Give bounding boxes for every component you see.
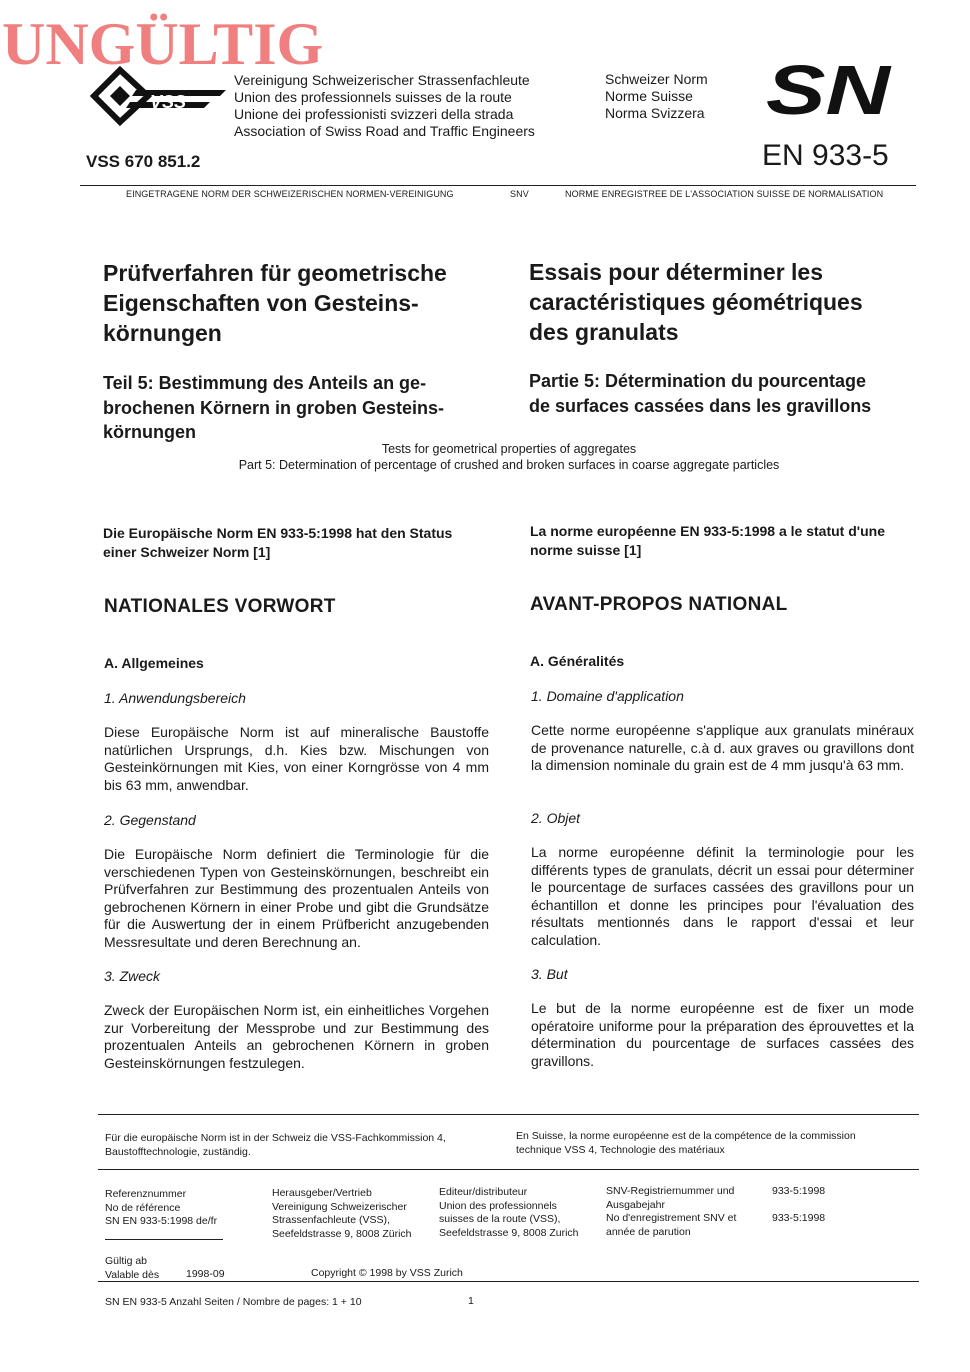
snv-line: année de parution — [606, 1225, 691, 1238]
valid-line: Valable dès — [105, 1268, 160, 1281]
valid-line: Gültig ab — [105, 1255, 148, 1267]
commission-de — [105, 1132, 446, 1159]
title-line: caractéristiques géométriques — [529, 289, 863, 315]
valid-date: 1998-09 — [186, 1268, 225, 1280]
snv-line: Ausgabejahr — [606, 1198, 665, 1211]
part-title-fr — [529, 369, 871, 418]
en-number: EN 933-5 — [762, 139, 889, 172]
paragraph-subject-fr: La norme européenne définit la terminologie pour les différents types de granulats, décrit un essai pour déterminer le pourcentage de surfaces cassées des gravillons pour un échantillon et donne les principes pour l'évaluation des résultats mentionnés dans le rapport d'essai et leur calculation. — [531, 844, 914, 948]
commission-fr — [516, 1130, 856, 1157]
publisher — [272, 1187, 412, 1241]
distributor — [439, 1186, 579, 1240]
title-fr — [529, 257, 863, 347]
norm-name: Norme Suisse — [605, 88, 693, 104]
commission-line: Baustofftechnologie, zuständig. — [105, 1145, 251, 1158]
title-line: Eigenschaften von Gesteins- — [103, 290, 419, 316]
paragraph-subject-de: Die Europäische Norm definiert die Terminologie für die verschiedenen Typen von Gesteinskörnungen, beschreibt ein Prüfverfahren zur Bestimmung des prozentualen Anteils von gebrochenen Körnern in einer Probe und gibt die Grundsätze für die Auswertung der in einem Prüfbericht anzugebenden Messresultate und deren Berechnung an. — [104, 846, 489, 950]
footer-divider-top — [98, 1114, 919, 1115]
part-line: brochenen Körnern in groben Gesteins- — [103, 397, 445, 418]
subheading-purpose-de: 3. Zweck — [104, 968, 161, 984]
status-fr — [530, 522, 885, 559]
title-line: körnungen — [103, 320, 222, 346]
footer-divider-mid — [98, 1169, 919, 1170]
foreword-heading-fr: AVANT-PROPOS NATIONAL — [530, 594, 788, 615]
status-line: Die Europäische Norm EN 933-5:1998 hat den Status — [103, 525, 453, 541]
paragraph-scope-fr: Cette norme européenne s'applique aux granulats minéraux de provenance naturelle, c.à d. aux graves ou gravillons dont la dimension nominale du grain est de 4 mm jusqu'à 63 mm. — [531, 722, 914, 773]
ref-line: SN EN 933-5:1998 de/fr — [105, 1215, 218, 1227]
association-line: Union des professionnels suisses de la route — [234, 89, 512, 105]
association-line: Association of Swiss Road and Traffic Engineers — [234, 123, 535, 139]
page-count: SN EN 933-5 Anzahl Seiten / Nombre de pages: 1 + 10 — [105, 1296, 362, 1308]
status-line: einer Schweizer Norm [1] — [103, 543, 271, 560]
reference-number — [105, 1188, 217, 1229]
subheading-purpose-fr: 3. But — [531, 966, 568, 982]
publisher-line: Vereinigung Schweizerischer — [272, 1200, 407, 1213]
status-de — [103, 524, 452, 561]
sn-logo — [764, 58, 894, 120]
subheading-scope-de: 1. Anwendungsbereich — [104, 690, 246, 706]
registration-de: EINGETRAGENE NORM DER SCHWEIZERISCHEN NORMEN-VEREINIGUNG — [126, 189, 454, 199]
snv-line: SNV-Registriernummer und — [606, 1185, 735, 1197]
title-en-line: Tests for geometrical properties of aggregates — [381, 442, 637, 456]
part-title-de — [103, 371, 444, 445]
distributor-line: Seefeldstrasse 9, 8008 Zurich — [439, 1226, 579, 1239]
publisher-line: Seefeldstrasse 9, 8008 Zürich — [272, 1227, 412, 1240]
snv-value-2: 933-5:1998 — [772, 1212, 826, 1224]
svg-text:VSS: VSS — [150, 92, 187, 112]
title-line: Essais pour déterminer les — [529, 259, 824, 285]
vss-logo — [90, 66, 230, 128]
part-line: körnungen — [103, 422, 196, 442]
commission-line: technique VSS 4, Technologie des matériaux — [516, 1143, 725, 1156]
subheading-scope-fr: 1. Domaine d'application — [531, 688, 684, 704]
distributor-line: Union des professionnels — [439, 1199, 557, 1212]
copyright: Copyright © 1998 by VSS Zurich — [311, 1267, 463, 1279]
paragraph-scope-de: Diese Europäische Norm ist auf mineralische Baustoffe natürlichen Ursprungs, d.h. Kies bzw. Mischungen von Gesteinkörnungen mit Kies, von einer Korngrösse von 4 mm bis 63 mm, anwendbar. — [104, 724, 489, 793]
registration-fr: NORME ENREGISTREE DE L'ASSOCIATION SUISSE DE NORMALISATION — [565, 189, 884, 199]
norm-names — [605, 71, 708, 122]
title-en — [0, 441, 970, 473]
snv-line: No d'enregistrement SNV et — [606, 1212, 737, 1224]
header-divider — [80, 185, 916, 186]
part-line: de surfaces cassées dans les gravillons — [529, 395, 872, 416]
publisher-line: Strassenfachleute (VSS), — [272, 1214, 390, 1226]
invalid-stamp: UNGÜLTIG — [2, 11, 324, 77]
paragraph-purpose-fr: Le but de la norme européenne est de fixer un mode opératoire uniforme pour la préparation des éprouvettes et la détermination du pourcentage de surfaces cassées des gravillons. — [531, 1000, 914, 1069]
section-heading-de: A. Allgemeines — [104, 655, 204, 671]
snv-value-1: 933-5:1998 — [772, 1185, 826, 1197]
commission-line: En Suisse, la norme européenne est de la compétence de la commission — [516, 1130, 856, 1142]
part-line: Teil 5: Bestimmung des Anteils an ge- — [103, 373, 427, 393]
section-heading-fr: A. Généralités — [530, 653, 625, 669]
norm-name: Norma Svizzera — [605, 105, 705, 121]
ref-line: Referenznummer — [105, 1188, 187, 1200]
sn-logo-text: SN — [766, 58, 892, 120]
page-number: 1 — [468, 1295, 474, 1307]
vss-number: VSS 670 851.2 — [86, 152, 201, 171]
association-line: Vereinigung Schweizerischer Strassenfachleute — [234, 72, 530, 88]
title-line: Prüfverfahren für geometrische — [103, 260, 447, 286]
part-line: Partie 5: Détermination du pourcentage — [529, 371, 867, 391]
paragraph-purpose-de: Zweck der Europäischen Norm ist, ein einheitliches Vorgehen zur Vorbereitung der Messprobe und zur Bestimmung des prozentualen Anteils an gebrochenen Körnern in groben Gesteinskörnungen festzulegen. — [104, 1002, 489, 1071]
status-line: La norme européenne EN 933-5:1998 a le statut d'une — [530, 523, 885, 539]
foreword-heading-de: NATIONALES VORWORT — [104, 596, 336, 617]
distributor-line: Editeur/distributeur — [439, 1186, 528, 1198]
distributor-line: suisses de la route (VSS), — [439, 1213, 561, 1225]
title-de — [103, 258, 447, 348]
association-names — [234, 72, 535, 140]
association-line: Unione dei professionisti svizzeri della strada — [234, 106, 514, 122]
subheading-subject-de: 2. Gegenstand — [104, 812, 196, 828]
snv-registration — [606, 1185, 736, 1239]
norm-name: Schweizer Norm — [605, 71, 708, 87]
registration-snv: SNV — [510, 189, 529, 199]
ref-underline — [105, 1239, 223, 1240]
title-en-line: Part 5: Determination of percentage of crushed and broken surfaces in coarse aggregate particles — [238, 458, 780, 472]
valid-from — [105, 1255, 159, 1282]
footer-divider-bottom — [98, 1281, 919, 1282]
subheading-subject-fr: 2. Objet — [531, 810, 581, 826]
commission-line: Für die europäische Norm ist in der Schweiz die VSS-Fachkommission 4, — [105, 1132, 446, 1144]
publisher-line: Herausgeber/Vertrieb — [272, 1187, 372, 1199]
status-line: norme suisse [1] — [530, 541, 642, 558]
ref-line: No de référence — [105, 1201, 181, 1214]
title-line: des granulats — [529, 319, 679, 345]
